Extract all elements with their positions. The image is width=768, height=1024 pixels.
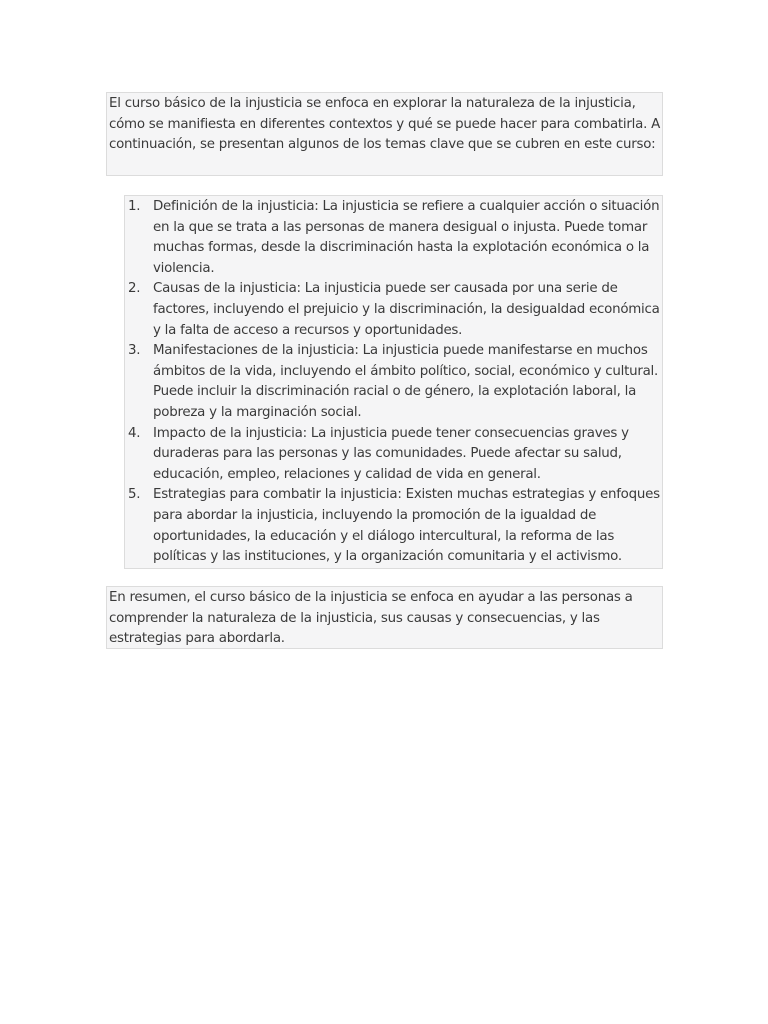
list-item-text: Estrategias para combatir la injusticia: Existen muchas estrategias y enfoques para abordar la injusticia, incluyendo la promoción de la igualdad de oportunidades, la educación y el diálogo intercultural, la reforma de las políticas y las instituciones, y la organización comunitaria y el activismo.	[153, 487, 660, 565]
list-item	[125, 197, 662, 279]
intro-text: El curso básico de la injusticia se enfoca en explorar la naturaleza de la injusticia, cómo se manifiesta en diferentes contextos y qué se puede hacer para combatirla. A continuación, se presentan algunos de los temas clave que se cubren en este curso:	[109, 96, 661, 153]
intro-paragraph-block	[106, 92, 663, 176]
list-item	[125, 424, 662, 486]
list-item-text: Definición de la injusticia: La injusticia se refiere a cualquier acción o situación en la que se trata a las personas de manera desigual o injusta. Puede tomar muchas formas, desde la discriminación hasta la explotación económica o la violencia.	[153, 199, 660, 276]
list-item-number: 2.	[128, 281, 141, 297]
list-item-number: 5.	[128, 487, 141, 503]
list-item-number: 4.	[128, 425, 141, 441]
list-item-number: 3.	[128, 343, 141, 359]
list-item	[125, 341, 662, 423]
topics-list-block	[124, 195, 663, 569]
list-item	[125, 485, 662, 567]
topics-list	[125, 197, 662, 568]
list-item-text: Causas de la injusticia: La injusticia puede ser causada por una serie de factores, incluyendo el prejuicio y la discriminación, la desigualdad económica y la falta de acceso a recursos y oportunidades.	[153, 281, 660, 338]
list-item	[125, 279, 662, 341]
list-item-text: Impacto de la injusticia: La injusticia puede tener consecuencias graves y duraderas para las personas y las comunidades. Puede afectar su salud, educación, empleo, relaciones y calidad de vida en general.	[153, 425, 629, 482]
list-item-text: Manifestaciones de la injusticia: La injusticia puede manifestarse en muchos ámbitos de la vida, incluyendo el ámbito político, social, económico y cultural. Puede incluir la discriminación racial o de género, la explotación laboral, la pobreza y la marginación social.	[153, 343, 659, 420]
list-item-number: 1.	[128, 199, 141, 214]
summary-paragraph-block	[106, 586, 663, 649]
summary-text: En resumen, el curso básico de la injusticia se enfoca en ayudar a las personas a comprender la naturaleza de la injusticia, sus causas y consecuencias, y las estrategias para abordarla.	[109, 590, 633, 647]
